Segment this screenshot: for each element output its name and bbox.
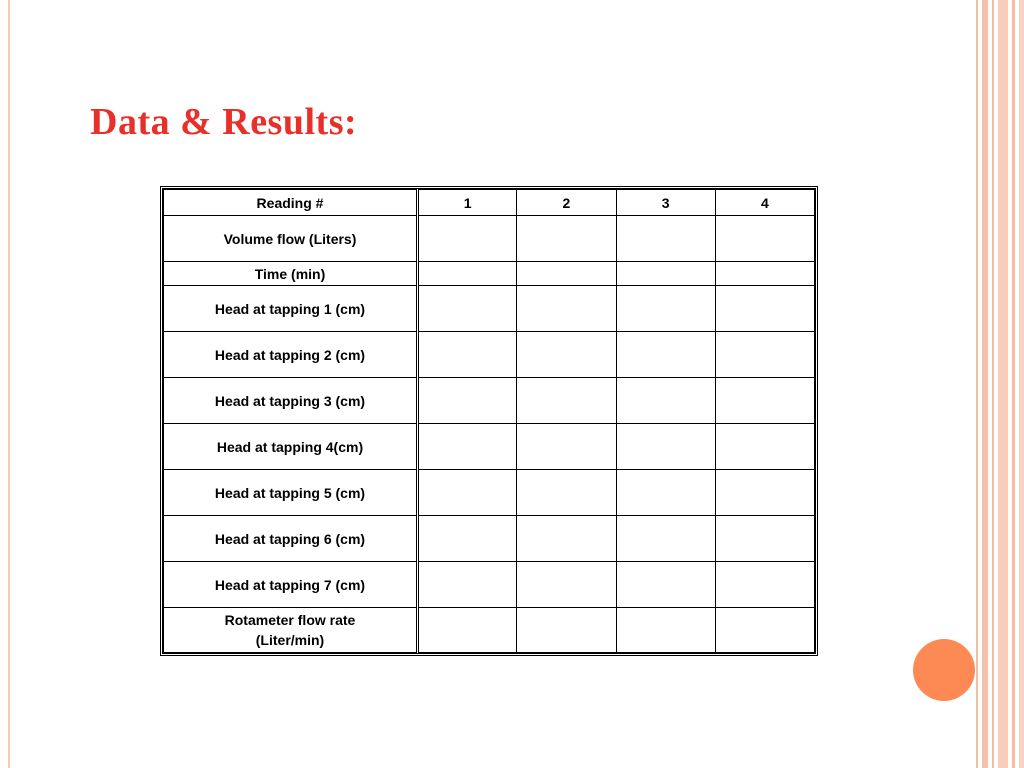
- row-label: Head at tapping 1 (cm): [164, 286, 418, 332]
- table-cell: [418, 332, 517, 378]
- table-cell: [715, 424, 814, 470]
- table-cell: [418, 378, 517, 424]
- right-border-stripe: [982, 0, 988, 768]
- row-label-line: (Liter/min): [255, 632, 325, 648]
- row-label-line: Rotameter flow rate: [224, 612, 356, 628]
- table-cell: [715, 378, 814, 424]
- table-row: [164, 516, 815, 562]
- table-cell: [715, 608, 814, 653]
- table-row: [164, 378, 815, 424]
- table-cell: [418, 216, 517, 262]
- left-border-line: [8, 0, 10, 768]
- table-cell: [616, 262, 715, 286]
- header-cell-4: 4: [715, 190, 814, 216]
- slide-title: Data & Results:: [90, 101, 358, 143]
- row-label: Volume flow (Liters): [164, 216, 418, 262]
- row-label: [164, 608, 418, 653]
- table-cell: [616, 378, 715, 424]
- table-cell: [517, 470, 616, 516]
- table-cell: [418, 286, 517, 332]
- table-cell: [715, 516, 814, 562]
- table-cell: [715, 216, 814, 262]
- right-border-stripe: [1012, 0, 1015, 768]
- table-cell: [616, 332, 715, 378]
- right-border-stripe: [998, 0, 1008, 768]
- table-cell: [715, 470, 814, 516]
- table-cell: [715, 332, 814, 378]
- row-label: Head at tapping 3 (cm): [164, 378, 418, 424]
- row-label: Head at tapping 7 (cm): [164, 562, 418, 608]
- row-label: Head at tapping 4(cm): [164, 424, 418, 470]
- table-cell: [418, 608, 517, 653]
- table-cell: [517, 608, 616, 653]
- table-row: [164, 470, 815, 516]
- table-cell: [517, 424, 616, 470]
- table-cell: [616, 286, 715, 332]
- table-cell: [418, 262, 517, 286]
- header-cell-1: 1: [418, 190, 517, 216]
- table-cell: [715, 286, 814, 332]
- table-cell: [616, 424, 715, 470]
- table-cell: [517, 216, 616, 262]
- table-cell: [418, 516, 517, 562]
- table-row: [164, 216, 815, 262]
- table-row: [164, 332, 815, 378]
- row-label: Time (min): [164, 262, 418, 286]
- table-cell: [616, 216, 715, 262]
- table-cell: [418, 424, 517, 470]
- table-cell: [517, 262, 616, 286]
- table-header-row: [164, 190, 815, 216]
- table-cell: [715, 562, 814, 608]
- row-label: Head at tapping 2 (cm): [164, 332, 418, 378]
- right-border-stripe: [976, 0, 978, 768]
- table-row: [164, 262, 815, 286]
- header-cell-3: 3: [616, 190, 715, 216]
- table-cell: [418, 470, 517, 516]
- table-cell: [616, 516, 715, 562]
- table-cell: [517, 332, 616, 378]
- decorative-circle: [913, 639, 975, 701]
- right-border-stripe: [992, 0, 994, 768]
- table-cell: [715, 262, 814, 286]
- header-cell-2: 2: [517, 190, 616, 216]
- header-cell-label: Reading #: [164, 190, 418, 216]
- table-row: [164, 608, 815, 653]
- table-cell: [616, 470, 715, 516]
- results-table: [160, 186, 818, 656]
- table-cell: [517, 516, 616, 562]
- table-cell: [517, 286, 616, 332]
- row-label: Head at tapping 6 (cm): [164, 516, 418, 562]
- table-row: [164, 562, 815, 608]
- table-cell: [517, 378, 616, 424]
- table-cell: [616, 608, 715, 653]
- right-border-stripe: [1019, 0, 1024, 768]
- row-label: Head at tapping 5 (cm): [164, 470, 418, 516]
- table-cell: [616, 562, 715, 608]
- table-row: [164, 286, 815, 332]
- table-cell: [418, 562, 517, 608]
- table-row: [164, 424, 815, 470]
- table-cell: [517, 562, 616, 608]
